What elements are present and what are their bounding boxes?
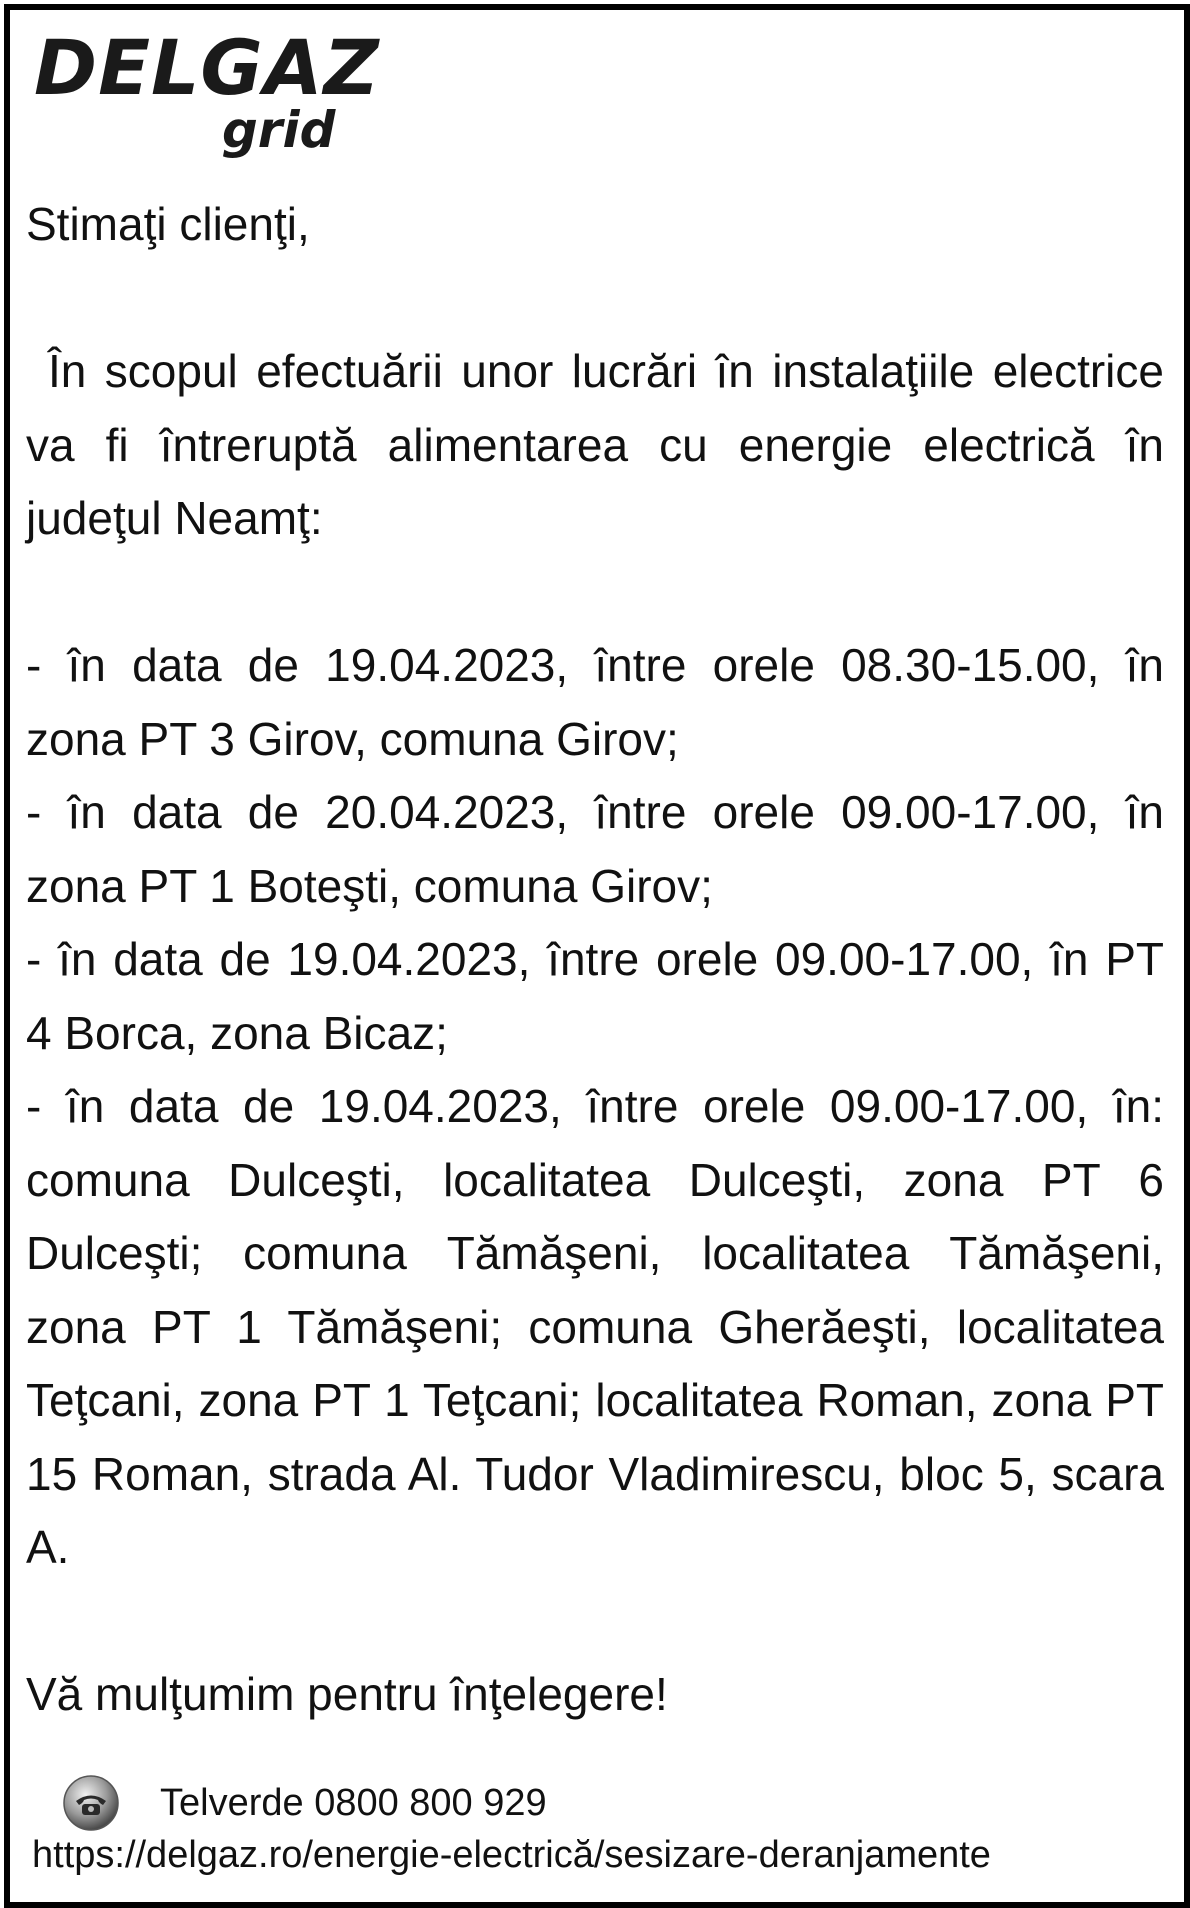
outage-item: - în data de 20.04.2023, între orele 09.00-17.00, în zona PT 1 Boteşti, comuna Girov; bbox=[26, 786, 1164, 912]
outage-item: - în data de 19.04.2023, între orele 09.00-17.00, în: comuna Dulceşti, localitatea Dulceşti, zona PT 6 Dulceşti; comuna Tămăşeni, localitatea Tămăşeni, zona PT 1 Tămăşeni; comuna Gherăeşti, localitatea Teţcani, zona PT 1 Teţcani; localitatea Roman, zona PT 15 Roman, strada Al. Tudor Vladimirescu, bloc 5, scara A. bbox=[26, 1080, 1164, 1573]
phone-line bbox=[62, 1772, 662, 1832]
logo-wordmark: DELGAZ bbox=[34, 23, 380, 112]
spacer bbox=[26, 262, 1164, 336]
phone-number: Telverde 0800 800 929 bbox=[160, 1782, 547, 1824]
greeting: Stimaţi clienţi, bbox=[26, 198, 310, 250]
intro-paragraph: În scopul efectuării unor lucrări în instalaţiile electrice va fi întreruptă alimentarea cu energie electrică în judeţul Neamţ: bbox=[26, 345, 1164, 544]
outage-item: - în data de 19.04.2023, între orele 08.30-15.00, în zona PT 3 Girov, comuna Girov; bbox=[26, 639, 1164, 765]
spacer bbox=[26, 1585, 1164, 1659]
delgaz-grid-logo bbox=[34, 23, 380, 159]
telephone-icon bbox=[62, 1774, 120, 1832]
outage-item: - în data de 19.04.2023, între orele 09.00-17.00, în PT 4 Borca, zona Bicaz; bbox=[26, 933, 1164, 1059]
closing-line: Vă mulţumim pentru înţelegere! bbox=[26, 1668, 668, 1720]
spacer bbox=[26, 556, 1164, 630]
outage-report-link[interactable]: https://delgaz.ro/energie-electrică/sesizare-deranjamente bbox=[32, 1834, 991, 1876]
logo-subtitle: grid bbox=[222, 101, 336, 159]
notice-body bbox=[26, 188, 1164, 1732]
